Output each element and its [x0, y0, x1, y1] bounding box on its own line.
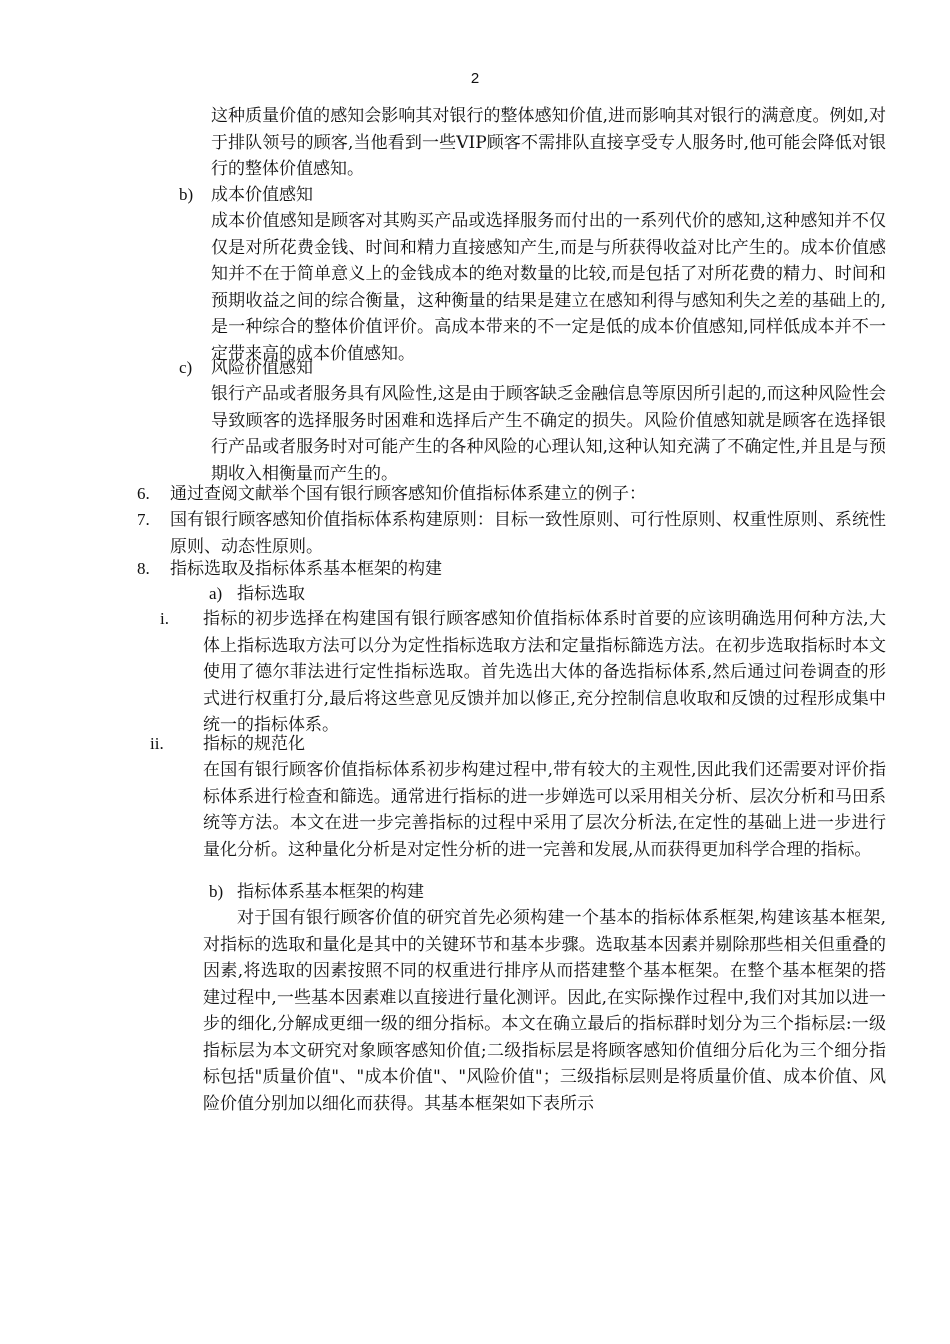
sub-ii-marker: ii.	[150, 734, 164, 753]
item-b-marker: b)	[179, 185, 194, 204]
item-c-marker: c)	[179, 358, 193, 377]
sub-a-title: 指标选取	[237, 584, 305, 604]
quality-value-continuation: 这种质量价值的感知会影响其对银行的整体感知价值,进而影响其对银行的满意度。例如,对于排队领号的顾客,当他看到一些VIP顾客不需排队直接享受专人服务时,他可能会降低对银行的整体价值感知。	[211, 106, 886, 179]
item-8-text: 指标选取及指标体系基本框架的构建	[170, 559, 442, 579]
item-6-marker: 6.	[137, 484, 150, 503]
sub-a-marker: a)	[209, 584, 223, 603]
item-c-body: 银行产品或者服务具有风险性,这是由于顾客缺乏金融信息等原因所引起的,而这种风险性会导致顾客的选择服务时困难和选择后产生不确定的损失。风险价值感知就是顾客在选择银行产品或者服务时对可能产生的各种风险的心理认知,这种认知充满了不确定性,并且是与预期收入相衡量而产生的。	[211, 384, 886, 484]
sub-i-text: 指标的初步选择在构建国有银行顾客感知价值指标体系时首要的应该明确选用何种方法,大体上指标选取方法可以分为定性指标选取方法和定量指标篩选方法。在初步选取指标时本文使用了德尔菲法进行定性指标选取。首先选出大体的备选指标体系,然后通过问卷调查的形式进行权重打分,最后将这些意见反馈并加以修正,充分控制信息收取和反馈的过程形成集中统一的指标体系。	[203, 609, 886, 735]
item-c-title: 风险价值感知	[211, 358, 313, 378]
page-number: 2	[470, 70, 480, 87]
item-7-marker: 7.	[137, 510, 150, 529]
item-6-text: 通过查阅文献举个国有银行顾客感知价值指标体系建立的例子：	[170, 484, 646, 504]
item-b-body: 成本价值感知是顾客对其购买产品或选择服务而付出的一系列代价的感知,这种感知并不仅仅是对所花费金钱、时间和精力直接感知产生,而是与所获得收益对比产生的。成本价值感知并不在于简单意义上的金钱成本的绝对数量的比较,而是包括了对所花费的精力、时间和预期收益之间的综合衡量，这种衡量的结果是建立在感知利得与感知利失之差的基础上的,是一种综合的整体价值评价。高成本带来的不一定是低的成本价值感知,同样低成本并不一定带来高的成本价值感知。	[211, 211, 886, 364]
sub-b-title: 指标体系基本框架的构建	[237, 882, 424, 902]
sub-ii-title: 指标的规范化	[203, 734, 305, 754]
sub-i-marker: i.	[160, 609, 169, 628]
sub-b-marker: b)	[209, 882, 224, 901]
item-8-marker: 8.	[137, 559, 150, 578]
sub-b-body: 对于国有银行顾客价值的研究首先必须构建一个基本的指标体系框架,构建该基本框架,对指标的选取和量化是其中的关键环节和基本步骤。选取基本因素并剔除那些相关但重叠的因素,将选取的因素按照不同的权重进行排序从而搭建整个基本框架。在整个基本框架的搭建过程中,一些基本因素难以直接进行量化测评。因此,在实际操作过程中,我们对其加以进一步的细化,分解成更细一级的细分指标。本文在确立最后的指标群时划分为三个指标层:一级指标层为本文研究对象顾客感知价值;二级指标层是将顾客感知价值细分后化为三个细分指标包括"质量价值"、"成本价值"、"风险价值"；三级指标层则是将质量价值、成本价值、风险价值分别加以细化而获得。其基本框架如下表所示	[203, 908, 886, 1114]
item-7-text: 国有银行顾客感知价值指标体系构建原则：目标一致性原则、可行性原则、权重性原则、系统性原则、动态性原则。	[170, 510, 886, 557]
sub-ii-body: 在国有银行顾客价值指标体系初步构建过程中,带有较大的主观性,因此我们还需要对评价指标体系进行检查和篩选。通常进行指标的进一步婵选可以采用相关分析、层次分析和马田系统等方法。本文在进一步完善指标的过程中采用了层次分析法,在定性的基础上进一步进行量化分析。这种量化分析是对定性分析的进一完善和发展,从而获得更加科学合理的指标。	[203, 760, 886, 860]
item-b-title: 成本价值感知	[211, 185, 313, 205]
